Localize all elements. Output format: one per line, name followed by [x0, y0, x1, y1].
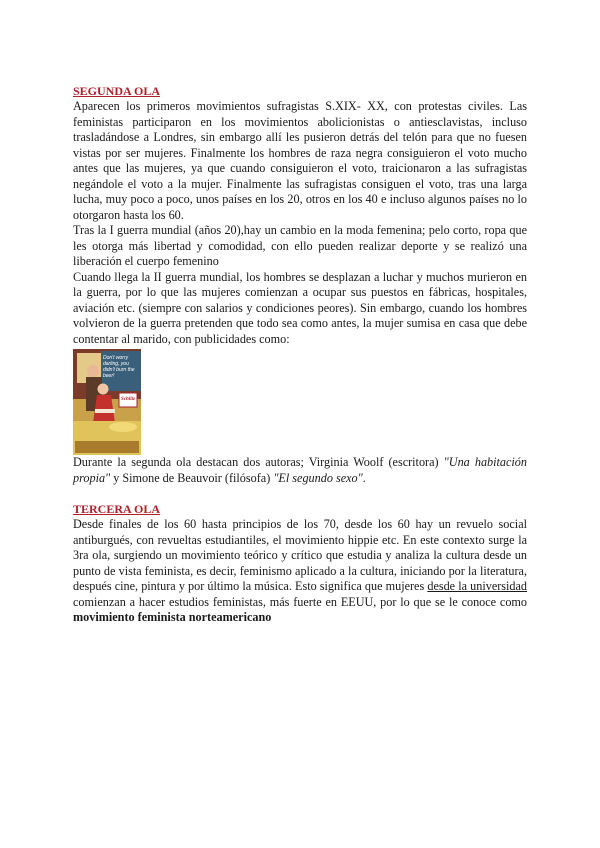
book-title-woolf: "Una habitación propia" — [73, 455, 527, 485]
paragraph-segunda-guerra: Cuando llega la II guerra mundial, los hombres se desplazan a luchar y muchos murieron en la guerra, por lo que las mujeres comienzan a ocupar sus puestos en fábricas, hospitales, aviación etc. (siempre con salarios y condiciones peores). Sin embargo, cuando los hombres volvieron de la guerra pretenden que todo sea como antes, la mujer sumisa en casa que debe contentar al marido, con publicidades como: — [73, 269, 527, 346]
ad-brand-logo: Schlitz — [121, 397, 135, 402]
movimiento-norteamericano-bold: movimiento feminista norteamericano — [73, 610, 272, 624]
caption-end-text: . — [362, 470, 366, 485]
universidad-link-text: desde la universidad — [427, 579, 528, 593]
caption-mid-text: y Simone de Beauvoir (filósofa) — [110, 470, 274, 485]
heading-tercera-ola: TERCERA OLA — [73, 502, 161, 516]
paragraph-autoras — [73, 455, 527, 486]
book-title-beauvoir: "El segundo sexo" — [273, 470, 363, 485]
vintage-advertisement-image — [73, 349, 141, 455]
paragraph-sufragistas: Aparecen los primeros movimientos sufragistas S.XIX- XX, con protestas civiles. Las feministas participaron en los movimientos abolicionistas o antiesclavistas, incluso trasladándose a Londres, sin embargo allí les pusieron detrás del telón para que no fuesen vistas por ser mujeres. Finalmente los hombres de raza negra consiguieron el voto mucho antes que las mujeres, ya que cuando consiguieron el voto, traicionaron a las sufragistas negándole el voto a la mujer. Finalmente las sufragistas consiguen el voto, tras una larga lucha, muy poco a poco, unos países en los 20, otros en los 40 e incluso algunos países no lo otorgaron hasta los 60. — [73, 99, 527, 222]
tercera-ola-text-a: Desde finales de los 60 hasta principios de los 70, desde los 60 hay un revuelo social antiburgués, con revueltas estudiantiles, el movimiento hippie etc. En este contexto surge la 3ra ola, surgiendo un movimiento teórico y crítico que estudia y analiza la cultura desde un punto de vista feminista, es decir, feminismo aplicado a la cultura, iniciando por la literatura, después cine, pintura y por último la música. Esto significa que mujeres — [73, 517, 527, 593]
document-content — [73, 84, 527, 626]
paragraph-primera-guerra: Tras la I guerra mundial (años 20),hay un cambio en la moda femenina; pelo corto, ropa que les otorga más libertad y comodidad, con ello pueden realizar deporte y se realizó una liberación el cuerpo femenino — [73, 223, 527, 268]
heading-segunda-ola: SEGUNDA OLA — [73, 84, 161, 98]
tercera-ola-text-b: comienzan a hacer estudios feministas, más fuerte en EEUU, por lo que se le conoce como — [73, 594, 527, 609]
ad-speech-text: Don't worry darling, you didn't burn the beer! — [103, 355, 135, 379]
paragraph-tercera-ola — [73, 517, 527, 626]
caption-lead-text: Durante la segunda ola destacan dos autoras; Virginia Woolf (escritora) — [73, 455, 444, 469]
